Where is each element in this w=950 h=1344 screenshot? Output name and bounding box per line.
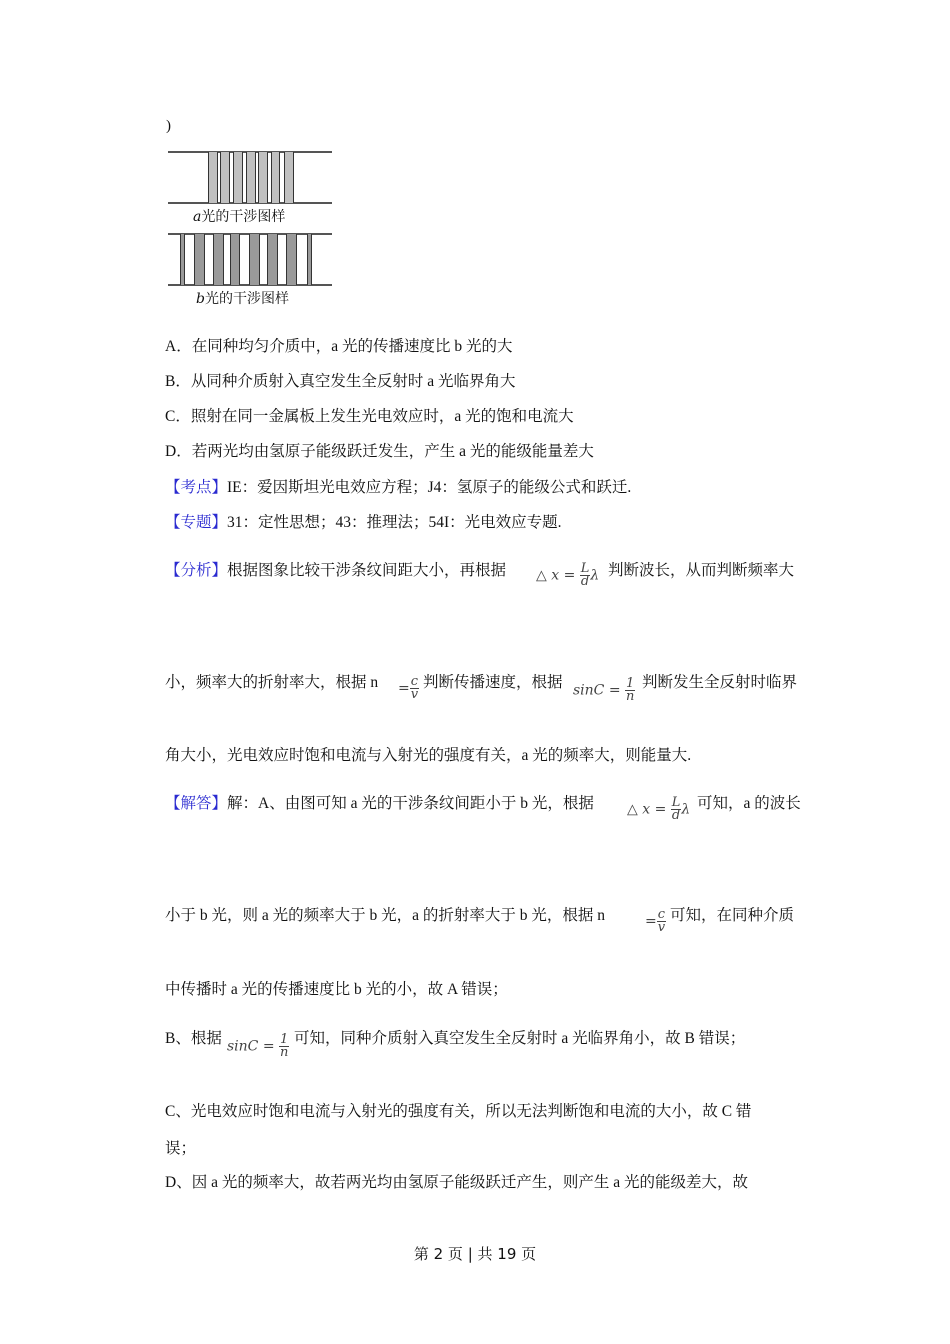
fenxi-line-2: 小，频率大的折射率大，根据 n: [165, 674, 379, 691]
fenxi-line-1-tail: 判断波长，从而判断频率大: [608, 562, 795, 579]
frac-num: c: [657, 907, 666, 922]
caption-text-b: 光的干涉图样: [204, 291, 289, 307]
option-a: [165, 337, 512, 357]
jieda-line-4-tail: 可知，同种介质射入真空发生全反射时 a 光临界角小，故 B 错误；: [294, 1030, 746, 1047]
option-b: [165, 372, 515, 392]
option-label: A．: [165, 338, 192, 355]
interference-fringe: [246, 152, 256, 203]
kaodian-text: IE：爱因斯坦光电效应方程；J4：氢原子的能级公式和跃迁.: [227, 479, 632, 496]
caption-text-a: 光的干涉图样: [201, 209, 286, 225]
interference-fringe: [258, 152, 268, 203]
formula-delta-x: [536, 563, 599, 588]
question-closing-paren: ): [166, 118, 171, 134]
interference-fringe: [194, 234, 205, 285]
zhuanti-text: 31：定性思想；43：推理法；54I：光电效应专题.: [227, 514, 562, 531]
frac-den: d: [671, 808, 681, 823]
formula-part: λ: [590, 567, 600, 584]
formula-part: sinC =: [573, 682, 621, 699]
formula-n-c-v-2: [645, 909, 666, 934]
option-text: 在同种均匀介质中，a 光的传播速度比 b 光的大: [191, 338, 513, 355]
option-label: C．: [165, 408, 191, 425]
frac-num: L: [671, 795, 681, 810]
frac-den: n: [625, 689, 635, 704]
formula-part: △ x =: [536, 567, 576, 584]
frac-num: 1: [280, 1032, 289, 1047]
fenxi-line-2-tail: 判断发生全反射时临界: [642, 674, 798, 691]
jieda-line-6: 误；: [165, 1140, 197, 1157]
interference-fringe: [208, 152, 218, 203]
frac-num: L: [580, 561, 590, 576]
formula-delta-x-2: [627, 797, 690, 822]
jieda-line-4: B、根据: [165, 1030, 222, 1047]
page-footer: 第 2 页 | 共 19 页: [413, 1245, 537, 1263]
frac-den: d: [580, 574, 590, 589]
fenxi-line-1: [165, 561, 506, 581]
interference-fringe: [271, 152, 280, 203]
formula-part: sinC =: [227, 1038, 275, 1055]
jieda-line-7: D、因 a 光的频率大，故若两光均由氢原子能级跃迁产生，则产生 a 光的能级差大，故: [165, 1174, 748, 1191]
frac-num: 1: [626, 676, 635, 691]
jieda-line-3: 中传播时 a 光的传播速度比 b 光的小，故 A 错误；: [165, 981, 508, 998]
pattern-a-caption: [193, 206, 285, 226]
interference-fringe: [249, 234, 260, 285]
interference-fringe: [213, 234, 224, 285]
interference-fringe: [267, 234, 278, 285]
formula-part: =: [398, 680, 410, 697]
caption-letter-a: a: [193, 209, 202, 225]
option-text: 照射在同一金属板上发生光电效应时，a 光的饱和电流大: [190, 408, 574, 425]
interference-fringe: [233, 152, 243, 203]
option-text: 从同种介质射入真空发生全反射时 a 光临界角大: [190, 373, 516, 390]
zhuanti-line: [165, 513, 562, 533]
caption-letter-b: b: [196, 291, 205, 307]
interference-fringe: [307, 234, 312, 285]
frac-den: v: [657, 920, 666, 935]
interference-fringe: [180, 234, 185, 285]
jieda-text: 解：A、由图可知 a 光的干涉条纹间距小于 b 光，根据: [227, 795, 594, 812]
jieda-tag: 【解答】: [165, 795, 228, 812]
formula-sinc-2: [227, 1034, 289, 1059]
formula-sinc: [573, 678, 635, 703]
frac-den: n: [279, 1045, 289, 1060]
interference-fringe: [286, 234, 297, 285]
interference-fringe: [230, 234, 240, 285]
option-label: D．: [165, 443, 192, 460]
jieda-line-2-tail: 可知，在同种介质: [670, 907, 795, 924]
formula-part: λ: [681, 801, 691, 818]
kaodian-tag: 【考点】: [165, 479, 228, 496]
option-label: B．: [165, 373, 191, 390]
jieda-line-2: 小于 b 光，则 a 光的频率大于 b 光，a 的折射率大于 b 光，根据 n: [165, 907, 606, 924]
jieda-line-1: [165, 794, 594, 814]
jieda-line-1-tail: 可知，a 的波长: [697, 795, 801, 812]
fenxi-text: 根据图象比较干涉条纹间距大小，再根据: [227, 562, 507, 579]
frac-den: v: [410, 687, 419, 702]
fenxi-tag: 【分析】: [165, 562, 228, 579]
option-d: [165, 442, 594, 462]
interference-fringe: [220, 152, 230, 203]
option-text: 若两光均由氢原子能级跃迁发生，产生 a 光的能级能量差大: [191, 443, 594, 460]
formula-part: =: [645, 913, 657, 930]
option-c: [165, 407, 574, 427]
kaodian-line: [165, 478, 631, 498]
formula-part: △ x =: [627, 801, 667, 818]
jieda-line-5: C、光电效应时饱和电流与入射光的强度有关，所以无法判断饱和电流的大小，故 C 错: [165, 1103, 752, 1120]
interference-fringe: [284, 152, 294, 203]
pattern-b-caption: [196, 288, 289, 308]
fenxi-line-3: 角大小，光电效应时饱和电流与入射光的强度有关，a 光的频率大，则能量大.: [165, 747, 692, 764]
formula-n-c-v: [398, 676, 419, 701]
zhuanti-tag: 【专题】: [165, 514, 228, 531]
frac-num: c: [410, 674, 419, 689]
fenxi-line-2-mid: 判断传播速度，根据: [423, 674, 563, 691]
